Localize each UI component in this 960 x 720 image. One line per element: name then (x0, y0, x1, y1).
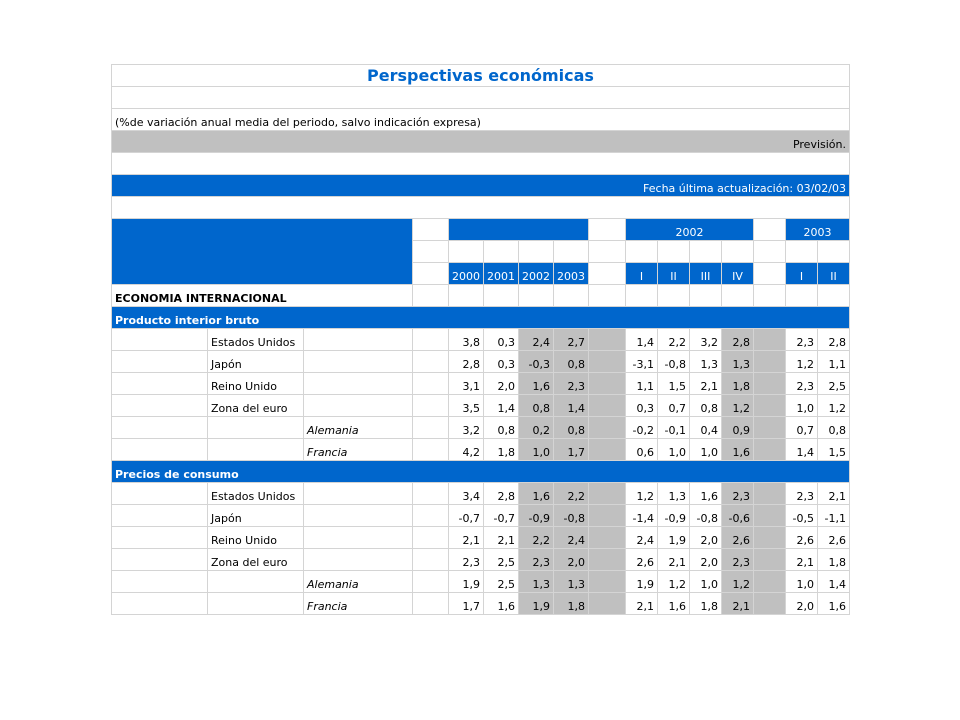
value-cell: 2,5 (484, 549, 519, 571)
row-spacer (304, 527, 413, 549)
value-cell: 2,3 (786, 373, 818, 395)
col-header-quarter: II (818, 263, 850, 285)
value-cell: 1,8 (484, 439, 519, 461)
row-spacer (413, 483, 449, 505)
value-cell: 1,7 (449, 593, 484, 615)
value-cell: 0,8 (484, 417, 519, 439)
row-spacer (304, 351, 413, 373)
col-header-quarter: IV (722, 263, 754, 285)
value-cell: -1,4 (626, 505, 658, 527)
value-cell: 2,2 (554, 483, 589, 505)
value-cell: 2,6 (818, 527, 850, 549)
value-cell: 2,1 (690, 373, 722, 395)
value-cell: 0,2 (519, 417, 554, 439)
row-spacer (304, 373, 413, 395)
row-spacer (589, 483, 626, 505)
value-cell: -0,6 (722, 505, 754, 527)
row-label: Zona del euro (208, 395, 304, 417)
value-cell: -0,7 (484, 505, 519, 527)
col-header-annual: 2001 (484, 263, 519, 285)
row-indent (112, 417, 208, 439)
row-spacer (589, 351, 626, 373)
value-cell: -0,3 (519, 351, 554, 373)
row-spacer (304, 505, 413, 527)
row-label: Estados Unidos (208, 483, 304, 505)
value-cell: 1,8 (818, 549, 850, 571)
value-cell: 2,7 (554, 329, 589, 351)
section-header-row (112, 307, 850, 329)
value-cell: 1,0 (690, 439, 722, 461)
value-cell: 0,8 (519, 395, 554, 417)
row-spacer (589, 571, 626, 593)
forecast-row (112, 131, 850, 153)
value-cell: 1,2 (722, 395, 754, 417)
col-header-quarter: I (786, 263, 818, 285)
value-cell: 1,7 (554, 439, 589, 461)
row-label: Reino Unido (208, 527, 304, 549)
value-cell: 2,1 (818, 483, 850, 505)
value-cell: 1,3 (690, 351, 722, 373)
value-cell: 1,4 (554, 395, 589, 417)
row-label: Alemania (304, 571, 413, 593)
value-cell: 1,8 (554, 593, 589, 615)
value-cell: 2,3 (722, 483, 754, 505)
value-cell: 0,8 (818, 417, 850, 439)
value-cell: 2,3 (449, 549, 484, 571)
row-label: Reino Unido (208, 373, 304, 395)
row-spacer (589, 417, 626, 439)
row-spacer (754, 439, 786, 461)
row-spacer (754, 527, 786, 549)
value-cell: 2,0 (690, 549, 722, 571)
table-row (112, 505, 850, 527)
value-cell: 0,6 (626, 439, 658, 461)
section-header: Precios de consumo (112, 461, 850, 483)
value-cell: 1,0 (690, 571, 722, 593)
row-label: Francia (304, 593, 413, 615)
value-cell: 1,4 (818, 571, 850, 593)
row-spacer (754, 395, 786, 417)
table-row (112, 527, 850, 549)
value-cell: -0,1 (658, 417, 690, 439)
value-cell: 2,4 (626, 527, 658, 549)
value-cell: 2,1 (626, 593, 658, 615)
value-cell: 2,0 (786, 593, 818, 615)
row-indent (112, 549, 208, 571)
value-cell: 1,9 (626, 571, 658, 593)
row-spacer (754, 373, 786, 395)
value-cell: 1,6 (658, 593, 690, 615)
row-spacer (754, 329, 786, 351)
row-spacer (304, 549, 413, 571)
col-header-quarter: II (658, 263, 690, 285)
value-cell: 1,4 (626, 329, 658, 351)
value-cell: 1,9 (519, 593, 554, 615)
row-label: Francia (304, 439, 413, 461)
value-cell: 1,3 (519, 571, 554, 593)
value-cell: 1,9 (449, 571, 484, 593)
row-spacer (413, 527, 449, 549)
value-cell: 2,6 (786, 527, 818, 549)
page-title: Perspectivas económicas (112, 65, 850, 87)
table-row (112, 395, 850, 417)
table-row (112, 351, 850, 373)
value-cell: 1,0 (786, 571, 818, 593)
value-cell: 1,6 (722, 439, 754, 461)
value-cell: 1,2 (626, 483, 658, 505)
value-cell: 2,6 (722, 527, 754, 549)
value-cell: 0,8 (554, 417, 589, 439)
value-cell: 1,1 (626, 373, 658, 395)
row-indent (112, 439, 208, 461)
value-cell: 2,8 (818, 329, 850, 351)
value-cell: 0,8 (554, 351, 589, 373)
row-spacer (413, 571, 449, 593)
col-header-quarter: III (690, 263, 722, 285)
header-label-block (112, 219, 413, 285)
blank-row (112, 153, 850, 175)
value-cell: 2,4 (519, 329, 554, 351)
row-spacer (589, 439, 626, 461)
row-indent (112, 593, 208, 615)
subtitle-row (112, 109, 850, 131)
value-cell: 0,8 (690, 395, 722, 417)
value-cell: 1,4 (786, 439, 818, 461)
header-year-2002: 2002 (626, 219, 754, 241)
value-cell: 0,7 (658, 395, 690, 417)
value-cell: 2,0 (554, 549, 589, 571)
value-cell: 2,6 (626, 549, 658, 571)
row-label: Zona del euro (208, 549, 304, 571)
value-cell: -0,2 (626, 417, 658, 439)
value-cell: 2,8 (484, 483, 519, 505)
table-row (112, 549, 850, 571)
value-cell: 2,3 (786, 483, 818, 505)
value-cell: 2,0 (690, 527, 722, 549)
col-header-annual: 2003 (554, 263, 589, 285)
row-spacer (754, 593, 786, 615)
value-cell: -0,8 (658, 351, 690, 373)
row-spacer (413, 329, 449, 351)
value-cell: 4,2 (449, 439, 484, 461)
row-spacer (589, 329, 626, 351)
value-cell: 1,3 (722, 351, 754, 373)
row-spacer (589, 395, 626, 417)
value-cell: 2,3 (519, 549, 554, 571)
header-row-years (112, 219, 850, 241)
value-cell: 0,3 (484, 329, 519, 351)
update-row (112, 175, 850, 197)
row-spacer (413, 373, 449, 395)
header-year-2003: 2003 (786, 219, 850, 241)
row-spacer (589, 505, 626, 527)
section-header: Producto interior bruto (112, 307, 850, 329)
value-cell: 1,3 (658, 483, 690, 505)
value-cell: 3,1 (449, 373, 484, 395)
row-indent (112, 505, 208, 527)
row-indent (112, 395, 208, 417)
row-label: Japón (208, 505, 304, 527)
value-cell: 3,8 (449, 329, 484, 351)
value-cell: 2,2 (658, 329, 690, 351)
row-indent (112, 527, 208, 549)
row-spacer (754, 505, 786, 527)
value-cell: 2,3 (722, 549, 754, 571)
value-cell: -0,8 (690, 505, 722, 527)
value-cell: 2,1 (722, 593, 754, 615)
value-cell: 2,1 (786, 549, 818, 571)
section-header-row (112, 461, 850, 483)
value-cell: 2,3 (786, 329, 818, 351)
economic-outlook-table (111, 64, 850, 615)
value-cell: 1,6 (519, 483, 554, 505)
value-cell: 1,0 (786, 395, 818, 417)
row-spacer (413, 439, 449, 461)
value-cell: 2,1 (658, 549, 690, 571)
row-spacer (413, 417, 449, 439)
blank-row (112, 197, 850, 219)
row-spacer (754, 549, 786, 571)
table-row (112, 373, 850, 395)
value-cell: 1,8 (722, 373, 754, 395)
value-cell: 2,3 (554, 373, 589, 395)
row-spacer (304, 395, 413, 417)
row-indent (208, 417, 304, 439)
value-cell: 1,8 (690, 593, 722, 615)
row-spacer (589, 549, 626, 571)
value-cell: 1,0 (519, 439, 554, 461)
row-indent (112, 351, 208, 373)
table-row (112, 329, 850, 351)
value-cell: 2,1 (484, 527, 519, 549)
value-cell: -0,5 (786, 505, 818, 527)
value-cell: 1,2 (658, 571, 690, 593)
row-label: Japón (208, 351, 304, 373)
row-spacer (754, 417, 786, 439)
row-spacer (589, 527, 626, 549)
value-cell: -0,9 (519, 505, 554, 527)
subtitle: (%de variación anual media del periodo, salvo indicación expresa) (112, 109, 850, 131)
title-row (112, 65, 850, 87)
row-label: Alemania (304, 417, 413, 439)
table-row (112, 439, 850, 461)
value-cell: 1,4 (484, 395, 519, 417)
value-cell: 3,2 (690, 329, 722, 351)
value-cell: 0,4 (690, 417, 722, 439)
value-cell: 2,8 (722, 329, 754, 351)
value-cell: 2,4 (554, 527, 589, 549)
row-indent (208, 439, 304, 461)
section-title-row (112, 285, 850, 307)
value-cell: 1,9 (658, 527, 690, 549)
value-cell: 1,6 (818, 593, 850, 615)
blank-row (112, 87, 850, 109)
row-label: Estados Unidos (208, 329, 304, 351)
row-spacer (754, 483, 786, 505)
row-spacer (754, 351, 786, 373)
value-cell: 0,3 (484, 351, 519, 373)
value-cell: 2,2 (519, 527, 554, 549)
value-cell: 1,3 (554, 571, 589, 593)
row-spacer (304, 329, 413, 351)
value-cell: 3,5 (449, 395, 484, 417)
value-cell: 0,9 (722, 417, 754, 439)
value-cell: -3,1 (626, 351, 658, 373)
value-cell: 1,2 (786, 351, 818, 373)
update-label: Fecha última actualización: 03/02/03 (112, 175, 850, 197)
value-cell: 1,1 (818, 351, 850, 373)
row-indent (112, 483, 208, 505)
row-spacer (413, 505, 449, 527)
row-spacer (304, 483, 413, 505)
value-cell: 2,8 (449, 351, 484, 373)
value-cell: 2,0 (484, 373, 519, 395)
row-spacer (589, 593, 626, 615)
col-header-annual: 2000 (449, 263, 484, 285)
table-row (112, 593, 850, 615)
value-cell: -0,7 (449, 505, 484, 527)
value-cell: -1,1 (818, 505, 850, 527)
row-spacer (413, 593, 449, 615)
value-cell: 1,0 (658, 439, 690, 461)
value-cell: 2,1 (449, 527, 484, 549)
value-cell: -0,9 (658, 505, 690, 527)
value-cell: 0,7 (786, 417, 818, 439)
row-indent (208, 593, 304, 615)
value-cell: 3,2 (449, 417, 484, 439)
row-spacer (413, 395, 449, 417)
value-cell: 1,2 (818, 395, 850, 417)
row-indent (208, 571, 304, 593)
col-header-annual: 2002 (519, 263, 554, 285)
value-cell: 1,6 (484, 593, 519, 615)
col-header-quarter: I (626, 263, 658, 285)
value-cell: -0,8 (554, 505, 589, 527)
row-indent (112, 571, 208, 593)
table-row (112, 483, 850, 505)
row-spacer (754, 571, 786, 593)
value-cell: 1,6 (690, 483, 722, 505)
row-spacer (413, 549, 449, 571)
value-cell: 3,4 (449, 483, 484, 505)
value-cell: 1,5 (658, 373, 690, 395)
row-indent (112, 373, 208, 395)
section-title: ECONOMIA INTERNACIONAL (112, 285, 413, 307)
value-cell: 2,5 (484, 571, 519, 593)
header-annual-band (449, 219, 589, 241)
row-spacer (589, 373, 626, 395)
value-cell: 0,3 (626, 395, 658, 417)
table-row (112, 417, 850, 439)
value-cell: 1,2 (722, 571, 754, 593)
row-indent (112, 329, 208, 351)
row-spacer (413, 351, 449, 373)
value-cell: 1,5 (818, 439, 850, 461)
table-row (112, 571, 850, 593)
forecast-label: Previsión. (112, 131, 850, 153)
value-cell: 2,5 (818, 373, 850, 395)
value-cell: 1,6 (519, 373, 554, 395)
